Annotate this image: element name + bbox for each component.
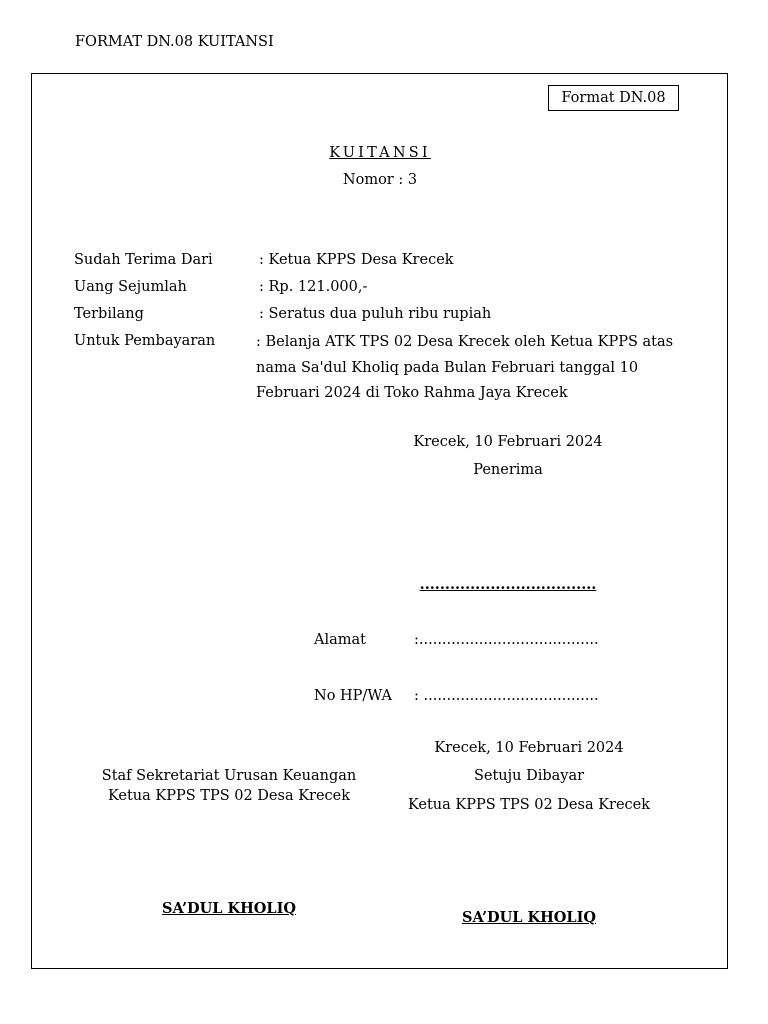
approver-signature-name: SA’DUL KHOLIQ: [461, 909, 597, 926]
untuk-pembayaran-label: Untuk Pembayaran: [74, 333, 216, 349]
penerima-place-date: Krecek, 10 Februari 2024: [413, 434, 603, 450]
receipt-title: KUITANSI: [329, 145, 431, 161]
staff-signature-name: SA’DUL KHOLIQ: [161, 900, 297, 917]
sudah-terima-label: Sudah Terima Dari: [74, 252, 213, 268]
uang-sejumlah-label: Uang Sejumlah: [74, 279, 187, 295]
receipt-frame: [31, 73, 728, 969]
approval-place-date: Krecek, 10 Februari 2024: [434, 740, 624, 756]
page-header-label: FORMAT DN.08 KUITANSI: [75, 34, 274, 50]
uang-sejumlah-value: : Rp. 121.000,-: [259, 279, 368, 295]
sudah-terima-value: : Ketua KPPS Desa Krecek: [259, 252, 454, 268]
format-box: Format DN.08: [548, 85, 679, 111]
terbilang-label: Terbilang: [74, 306, 144, 322]
alamat-label: Alamat: [314, 632, 366, 648]
penerima-role: Penerima: [473, 462, 543, 478]
receipt-number: Nomor : 3: [342, 172, 418, 188]
staff-line2: Ketua KPPS TPS 02 Desa Krecek: [107, 788, 351, 804]
approval-line1: Setuju Dibayar: [473, 768, 585, 784]
penerima-signature-line: ...................................: [419, 576, 597, 593]
alamat-value: :.......................................: [414, 632, 599, 648]
hp-value: : ......................................: [414, 688, 599, 704]
hp-label: No HP/WA: [314, 688, 392, 704]
untuk-pembayaran-value: : Belanja ATK TPS 02 Desa Krecek oleh Ketua KPPS atas nama Sa'dul Kholiq pada Bulan Februari tanggal 10 Februari 2024 di Toko Rahma Jaya Krecek: [256, 334, 674, 401]
approval-line2: Ketua KPPS TPS 02 Desa Krecek: [407, 797, 651, 813]
terbilang-value: : Seratus dua puluh ribu rupiah: [259, 306, 492, 322]
staff-line1: Staf Sekretariat Urusan Keuangan: [101, 768, 357, 784]
